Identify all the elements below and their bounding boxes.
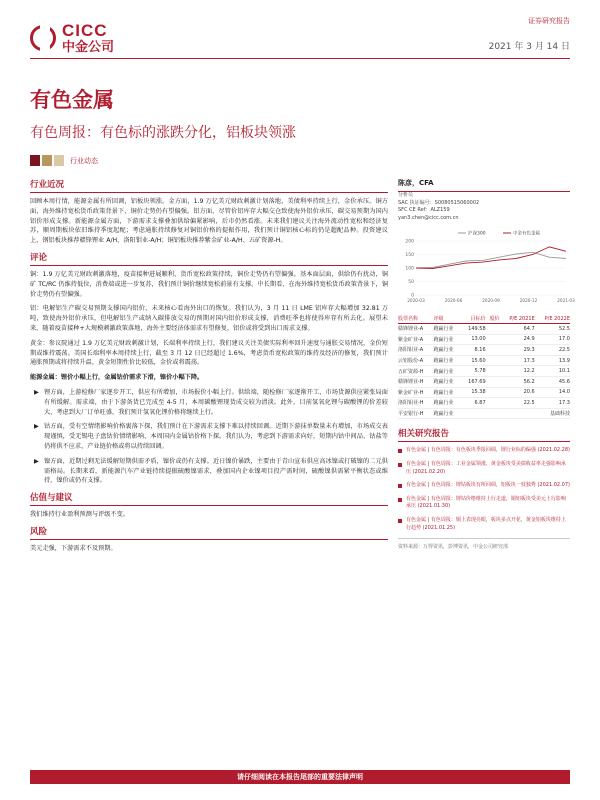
- table-cell: [486, 387, 500, 398]
- related-reports-list: [398, 447, 570, 532]
- table-cell: 5.78: [461, 366, 485, 377]
- comment-copper: 铜：1.9 万亿美元财政刺激落地，疫苗接种进展顺利，货币宽松政策持续，铜价走势仍有望偏强。基本面层面，供给仍有扰动，铜矿 TC/RC 仍维持低位，消费端或进一步复苏，我们预计铜价继续宽松前景有支撑。中长期看，在海外维持宽松货币政策背景下，铜价走势仍有望偏强。: [30, 270, 388, 298]
- x-tick-label: 2020-06: [444, 298, 463, 303]
- x-tick-label: 2020-03: [407, 298, 425, 303]
- report-tag: [30, 155, 98, 166]
- table-cell: 22.5: [535, 345, 570, 356]
- table-row: [398, 345, 570, 356]
- x-tick-label: 2020-09: [482, 298, 500, 303]
- table-header-cell: 评级: [434, 314, 462, 324]
- comment-aluminum: 铝：电解铝生产碳交易预期支撑国内铝价，未来核心看海外出口的恢复。我们认为，3 月 11 日 LME 铝库存大幅增加 32.81 万吨，致使海外铝价承压，但电解铝生产或纳入碳排放交易的预期对国内铝价形成支撑，消费旺季也将使得库存有所去化。展望未来，随着疫苗接种+大规模刺激政策落地，海外主要经济体需求有望修复，铝价或将受到出口需求支撑。: [30, 305, 388, 332]
- table-cell: [486, 355, 500, 366]
- related-report-text: 有色金属 | 有色周报：锂钴价格维持上行走道，铜铝板块受美元上行影响承压 (2021.01.30): [406, 495, 566, 510]
- related-report-link[interactable]: [398, 517, 570, 532]
- logo-cn: 中金公司: [62, 40, 115, 55]
- section-title-valuation: 估值与建议: [30, 491, 388, 506]
- table-row: [398, 408, 570, 419]
- section-title-overview: 行业近况: [30, 178, 388, 193]
- stock-table: [398, 314, 570, 419]
- table-row: [398, 366, 570, 377]
- bullet-square-icon: [398, 449, 402, 453]
- table-cell: 跑赢行业: [434, 376, 462, 387]
- table-cell: 14.0: [535, 387, 570, 398]
- bullet-nickel: [30, 457, 388, 486]
- bullet-icon: ▶: [34, 457, 39, 465]
- table-cell: 赣锋锂业-H: [398, 376, 434, 387]
- analyst-email[interactable]: yan3.chen@cicc.com.cn: [398, 214, 459, 221]
- table-cell: 17.3: [535, 398, 570, 409]
- cicc-logo-icon: [30, 25, 56, 51]
- table-cell: 跑赢行业: [434, 398, 462, 409]
- table-cell: 紫金矿业-A: [398, 334, 434, 345]
- table-cell: 167.69: [461, 376, 485, 387]
- related-source-note: 资料来源：万得资讯，彭博资讯，中金公司研究部: [398, 538, 570, 550]
- table-row: [398, 387, 570, 398]
- section-title-comment: 评论: [30, 251, 388, 266]
- comment-gold: 黄金：参议院通过 1.9 万亿美元财政刺激计划，长端利率持续上行，我们建议关注美债实际利率回升速度与通胀交易情况，金价短期或维持震荡。美国长端利率本周持续上行，截至 3 月 12 日已经超过 1.6%，考虑货币宽松政策的维持及经济的修复，我们预计通胀预期或将持续升温，黄金短期性价比较低，金价或将震荡。: [30, 339, 388, 367]
- table-cell: [461, 408, 485, 419]
- table-row: [398, 355, 570, 366]
- table-cell: 跑赢行业: [434, 355, 462, 366]
- table-cell: [486, 398, 500, 409]
- table-cell: 跑赢行业: [434, 408, 462, 419]
- table-cell: 基础科技: [535, 408, 570, 419]
- table-cell: 平安银行-H: [398, 408, 434, 419]
- performance-chart-svg: [398, 227, 575, 307]
- table-header-cell: 股价: [486, 314, 500, 324]
- table-cell: 跑赢行业: [434, 324, 462, 335]
- table-cell: 15.60: [461, 355, 485, 366]
- analyst-name: 陈彦，CFA: [398, 178, 570, 192]
- y-tick-label: 100: [405, 266, 414, 272]
- tag-swatch-icon: [54, 155, 64, 166]
- tag-label: 行业动态: [70, 156, 98, 165]
- table-row: [398, 376, 570, 387]
- bullet-square-icon: [398, 484, 402, 488]
- related-report-text: 有色金属 | 有色周报：铜上表现亮眼，板块多点开花，黄金铝板块维持上行趋势 (2021.01.25): [406, 516, 566, 531]
- table-cell: 跑赢行业: [434, 387, 462, 398]
- table-cell: [486, 408, 500, 419]
- table-cell: 56.2: [500, 376, 535, 387]
- sidebar-column: [398, 178, 575, 551]
- table-cell: 12.2: [500, 366, 535, 377]
- table-cell: 洛阳钼业-A: [398, 345, 434, 356]
- bullet-text: 镍方面，近期过剩无法缓解短期供需矛盾，镍价或仍有支撑。近日镍价暴跌，主要由于青山宣布供应高冰镍或打破镍的二元供需格局。长期来看，新能源汽车产业链持续提振硫酸镍需求，叠加国内企业镍项目投产需时间，硫酸镍供需紧平衡状态或维持，镍价或仍有支撑。: [44, 457, 388, 485]
- table-cell: 跑赢行业: [434, 366, 462, 377]
- table-cell: 20.6: [500, 387, 535, 398]
- table-cell: [486, 366, 500, 377]
- logo-en: CICC: [62, 21, 108, 40]
- table-header-cell: P/E 2022E: [535, 314, 570, 324]
- tag-swatch-icon: [30, 155, 40, 166]
- y-tick-label: 0: [411, 293, 414, 299]
- related-reports-title: 相关研究报告: [398, 427, 570, 442]
- doc-type: 证券研究报告: [528, 17, 570, 25]
- analyst-sfc: SFC CE Ref：ALZ159: [398, 207, 450, 213]
- legend-label: 中金有色金属: [513, 231, 540, 237]
- risk-text: 美元走强，下游需求不及预期。: [30, 544, 117, 552]
- sector-title: 有色金属: [30, 88, 114, 112]
- header-divider: [30, 58, 570, 59]
- table-cell: 云铝股份-A: [398, 355, 434, 366]
- table-cell: 22.5: [500, 398, 535, 409]
- table-header-row: [398, 314, 570, 324]
- table-cell: 10.1: [535, 366, 570, 377]
- table-cell: 64.7: [500, 324, 535, 335]
- table-header-cell: 目标价: [461, 314, 485, 324]
- table-cell: 45.6: [535, 376, 570, 387]
- bullet-square-icon: [398, 463, 402, 467]
- related-report-link[interactable]: [398, 461, 570, 476]
- table-cell: 跑赢行业: [434, 334, 462, 345]
- table-cell: 洛阳钼业-H: [398, 398, 434, 409]
- report-date: 2021 年 3 月 14 日: [488, 42, 570, 52]
- table-header-cell: P/E 2021E: [500, 314, 535, 324]
- table-cell: 紫金矿业-H: [398, 387, 434, 398]
- table-cell: 13.00: [461, 334, 485, 345]
- table-row: [398, 398, 570, 409]
- table-cell: [486, 345, 500, 356]
- series-line-1: [416, 247, 566, 269]
- bullet-square-icon: [398, 498, 402, 502]
- table-row: [398, 324, 570, 335]
- related-report-link[interactable]: [398, 447, 570, 455]
- analyst-role: 分析员: [398, 192, 414, 198]
- analyst-sac: SAC 执证编号：S0080515060002: [398, 199, 480, 206]
- table-cell: 24.9: [500, 334, 535, 345]
- legal-footer: 请仔细阅读在本报告尾部的重要法律声明: [30, 770, 570, 784]
- y-tick-label: 50: [408, 280, 414, 285]
- legend-label: 沪深300: [468, 231, 486, 237]
- table-cell: [486, 376, 500, 387]
- related-report-text: 有色金属 | 有色周报：工业金属领涨，黄金板块受美债收益率走强影响承压 (2021.02.20): [406, 460, 566, 475]
- main-column: [30, 178, 388, 559]
- table-header-cell: 股票名称: [398, 314, 434, 324]
- table-cell: 15.38: [461, 387, 485, 398]
- table-cell: 149.58: [461, 324, 485, 335]
- bullet-text: 锂方面，上游检修厂家逐步开工，供应有所增加，市场报价小幅上行。供给端，随检修厂家逐渐开工，市场货源供应紧张局面有所缓解。需求端，由于下游备货已完成至 4-5 月，本周碳酸锂现货成交较为清淡。此外，目前氢氧化锂与碳酸锂的价差较大，考虑到大厂订单旺盛，我们预计氢氧化锂价格将继续上行。: [44, 388, 388, 416]
- report-subtitle: 有色周报：有色标的涨跌分化，铝板块领涨: [30, 125, 296, 141]
- y-tick-label: 200: [405, 239, 414, 245]
- table-row: [398, 334, 570, 345]
- related-report-link[interactable]: [398, 482, 570, 490]
- table-cell: 五矿资源-H: [398, 366, 434, 377]
- table-cell: 17.0: [535, 334, 570, 345]
- table-cell: 赣锋锂业-A: [398, 324, 434, 335]
- bullet-icon: ▶: [34, 388, 39, 396]
- section-title-risk: 风险: [30, 525, 388, 540]
- table-cell: 6.87: [461, 398, 485, 409]
- bullet-lithium: [30, 388, 388, 417]
- bullet-text: 钴方面，受有空情绪影响价格裹落下探，我们预计在下游需求支撑下难以持续回调。近期下游抹单数量未有增加，市场成交表现谨慎，受无锡电子盘钴价情绪影响，本周国内金属钴价格下探。我们认为，考虑到下游需求向好，短期内钴中间品、钴盐等仍将供不应求，产业链价格或将以持续回调。: [44, 423, 388, 450]
- bullet-cobalt: [30, 422, 388, 451]
- valuation-text: 我们维持行业盈利预测与评级不变。: [30, 511, 129, 519]
- bullet-icon: ▶: [34, 423, 39, 431]
- related-report-text: 有色金属 | 有色周报：有色板块季报回调，锂行业标的偏强 (2021.02.28): [406, 447, 570, 454]
- table-cell: [500, 408, 535, 419]
- header-meta: [489, 16, 570, 52]
- table-cell: 52.5: [535, 324, 570, 335]
- x-tick-label: 2020-12: [519, 298, 538, 303]
- related-report-text: 有色金属 | 有色周报：锂钴板块有所回调，铝板块一枝独秀 (2021.02.07): [406, 482, 570, 489]
- index-performance-chart: [398, 227, 575, 311]
- table-cell: 29.3: [500, 345, 535, 356]
- bullet-square-icon: [398, 519, 402, 523]
- table-cell: 跑赢行业: [434, 345, 462, 356]
- related-report-link[interactable]: [398, 496, 570, 511]
- y-tick-label: 150: [405, 253, 414, 258]
- overview-text: 回顾本周行情，能源金属有所回调，铝板块领涨。金方面，1.9 万亿美元财政刺激计划落地，美债利率持续上行，金价承压。铜方面，海外维持宽松货币政策背景下，铜价走势仍有望偏强。铝方面，尽管价铝库存大幅交仓致使海外铝价承压，碳交易预期为国内铝价形成支撑。新能源金属方面，下游需求支撑叠加供给偏紧影响，后市仍然看涨。未来我们建议关注海外流动性宽松和经济复苏，顺周期板块依旧维持季度起配；考虑通胀持续修复对铜铝价格的提振作用，我们预计铜铝核心标的仍是超配品种。投资建议上，钢铝板块推荐赣锋锂业 A/H、洛阳钼业-A/H；铜铝板块推荐紫金矿业-A/H、五矿资源-H。: [30, 198, 388, 245]
- x-tick-label: 2021-03: [557, 298, 575, 303]
- table-cell: 13.9: [535, 355, 570, 366]
- tag-swatch-icon: [42, 155, 52, 166]
- cicc-logo: [30, 22, 114, 54]
- table-cell: 8.16: [461, 345, 485, 356]
- table-cell: [486, 334, 500, 345]
- table-cell: 17.3: [500, 355, 535, 366]
- table-cell: [486, 324, 500, 335]
- comment-energy-metals: 能源金属：锂价小幅上行，金属钴价需求下滑，镍价小幅下降。: [30, 374, 204, 382]
